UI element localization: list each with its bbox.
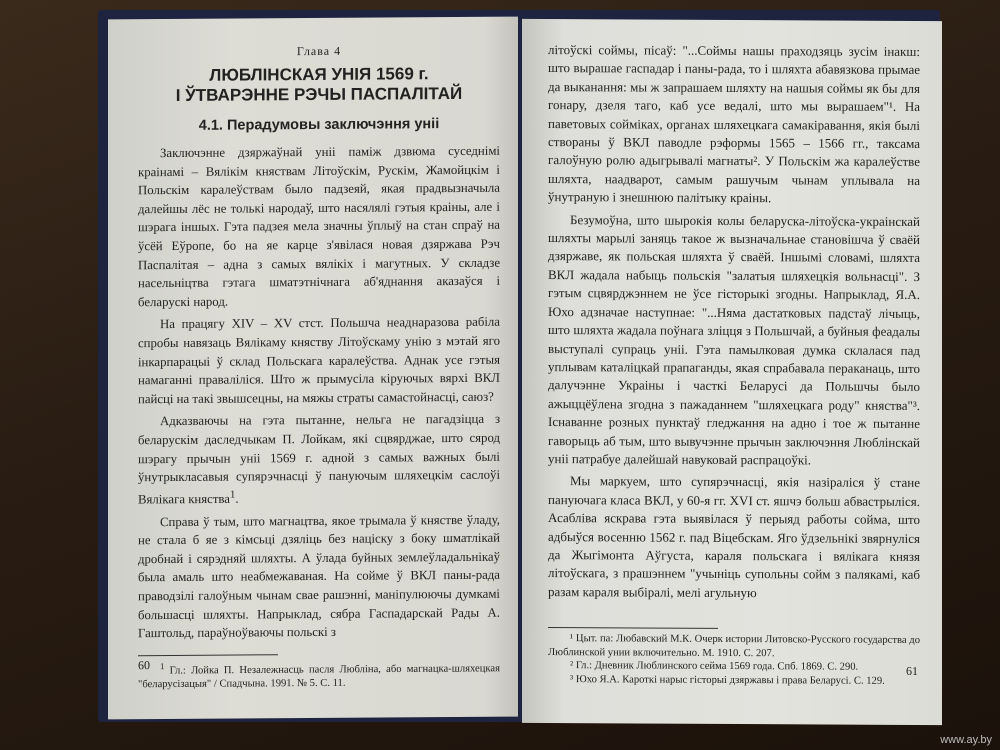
paragraph: Справа ў тым, што магнацтва, якое трымала ў княстве ўладу, не стала б яе з кімсьці дзяліць без націску з боку шматлікай дробнай і сярэдняй шляхты. А ўлада буйных землеўладальнікаў была амаль што неабмежаваная. На сойме ў ВКЛ паны-рада праводзілі галоўным чынам свае рашэнні, маніпулюючы думкамі большасці шляхты. Напрыклад, сябра Гаспадарскай Рады А. Гаштольд, параўноўваючы польскі з: [138, 512, 500, 641]
footnote-number: 1: [160, 660, 165, 671]
footnote-reference: 1: [229, 489, 236, 501]
section-heading: 4.1. Перадумовы заключэння уніі: [198, 116, 440, 134]
left-page: [108, 17, 518, 720]
paragraph: Заключэнне дзяржаўнай уніі паміж дзвюма суседнімі краінамі – Вялікім княствам Літоўскім, Рускім, Жамойцкім і Польскім каралеўствам было падзеяй, якая прадвызначыла далейшы лёс не толькі народаў, што насялялі гэтыя краіны, але і шэрага іншых. Гэта падзея мела значны ўплыў на стан спраў на ўсёй Еўропе, бо на яе карце з'явілася новая дзяржава Рэч Паспалітая – адна з самых вялікіх і магутных. У складзе насельніцтва гэтага шматэтнічнага аб'яднання аказаўся і беларускі народ.: [138, 143, 500, 309]
footnote-text: Гл.: Лойка П. Незалежнасць пасля Любліна, або магнацка-шляхецкая "беларусізацыя" / Спадчына. 1991. № 5. С. 11.: [138, 662, 500, 691]
footnote: ³ Юхо Я.А. Кароткі нарыс гісторыі дзяржавы і права Беларусі. С. 129.: [570, 674, 885, 687]
paragraph: На працягу XIV – XV стст. Польшча неаднаразова рабіла спробы навязаць Вялікаму княству Літоўскаму унію з мэтай яго інкарпарацыі ў склад Польскага каралеўства. Аднак усе гэтыя намаганні праваліліся. Што ж прымусіла кіруючых вярхі ВКЛ пайсці на такі звышсецны, на мяжы страты самастойнасці, саюз?: [138, 315, 500, 406]
chapter-label: Глава 4: [296, 43, 342, 59]
paragraph: Безумоўна, што шырокія колы беларуска-літоўска-украінскай шляхты марылі заняць такое ж вызначальнае становішча ў сваёй дзяржаве, як польская шляхта ў сваёй. Іншымі словамі, шляхта ВКЛ жадала набыць польскія "залатыя шляхецкія вольнасці". З гэтым сцвярджэннем не ўсе гісторыкі згодны. Напрыклад, Я.А. Юхо адзначае наступнае: "...Няма дастатковых падстаў лічыць, што шляхта жадала поўнага зліцця з Польшчай, а буйныя феадалы выступалі супраць уніі. Гэта памылковая думка склалася пад уплывам каталіцкай прапаганды, якая спрабавала пераканаць, што далучэнне Украіны і часткі Беларусі да Польшчы было ажыццёўлена згодна з пажаданнем "шляхецкага роду" княства"³. Існаванне розных пунктаў гледжання на адно і тое ж пытанне гаворыць аб тым, што вывучэнне прычын заключэння Люблінскай уніі патрабуе далейшай навуковай распрацоўкі.: [548, 211, 920, 468]
footnote: [138, 657, 500, 691]
footnote-divider: [138, 654, 278, 656]
paragraph: Адказваючы на гэта пытанне, нельга не пагадзіцца з беларускім даследчыкам П. Лойкам, які сцвярджае, што сярод шэрагу прычын уніі 1569 г. адной з самых важных былі ўнутрыкласавыя супярэчнасці ў пануючым шляхецкім саслоўі Вялікага княства$^1$.: [138, 412, 500, 507]
paragraph: літоўскі соймы, пісаў: "...Соймы нашы праходзяць зусім інакш: што вырашае гаспадар і паны-рада, то і шляхта абавязкова прымае да выканання: мы ж запрашаем шляхту на нашыя соймы як бы для гонару, дзеля таго, каб усе ведалі, што мы вырашаем"¹. На паветовых сойміках, органах шляхецкага самакіравання, якія былі створаны ў ВКЛ паводле рэформы 1565 – 1566 гг., таксама галоўную ролю адыгрывалі магнаты². У Польскім жа каралеўстве шляхта, наадварот, самым рашучым чынам уплывала на ўнутраную і знешнюю палітыку краіны.: [548, 42, 920, 206]
footnote: ¹ Цыт. па: Любавский М.К. Очерк истории Литовско-Русского государства до Люблинской унии включительно. М. 1910. С. 207.: [548, 633, 920, 660]
right-page: [522, 19, 942, 725]
footnote-divider: [548, 627, 718, 629]
paragraph: Мы маркуем, што супярэчнасці, якія назіраліся ў стане пануючага класа ВКЛ, у 60-я гг. XVI ст. яшчэ больш абвастрыліся. Асабліва яскрава гэта выявілася ў перыяд работы сойма, што адбыўся восенню 1562 г. пад Віцебскам. Яго ўдзельнікі звярнуліся да Жыгімонта Аўгуста, караля польскага і вялікага князя літоўскага, з прашэннем "учыніць супольны сойм з палякамі, каб разам караля выбіралі, мелі агульную: [548, 473, 920, 600]
watermark: www.ay.by: [940, 734, 992, 746]
page-number: 60: [138, 658, 150, 673]
page-number: 61: [906, 663, 918, 678]
chapter-title-line2: І ЎТВАРЭННЕ РЭЧЫ ПАСПАЛІТАЙ: [175, 83, 463, 105]
footnote: ² Гл.: Дневник Люблинского сейма 1569 года. Спб. 1869. С. 290.: [570, 660, 859, 674]
paragraph-text: Адказваючы на гэта пытанне, нельга не пагадзіцца з беларускім даследчыкам П. Лойкам, які сцвярджае, што сярод шэрагу прычын уніі 1569 г. адной з самых важных былі ўнутрыкласавыя супярэчнасці ў пануючым шляхецкім саслоўі Вялікага княства: [138, 412, 500, 507]
chapter-title-line1: ЛЮБЛІНСКАЯ УНІЯ 1569 г.: [209, 64, 429, 85]
